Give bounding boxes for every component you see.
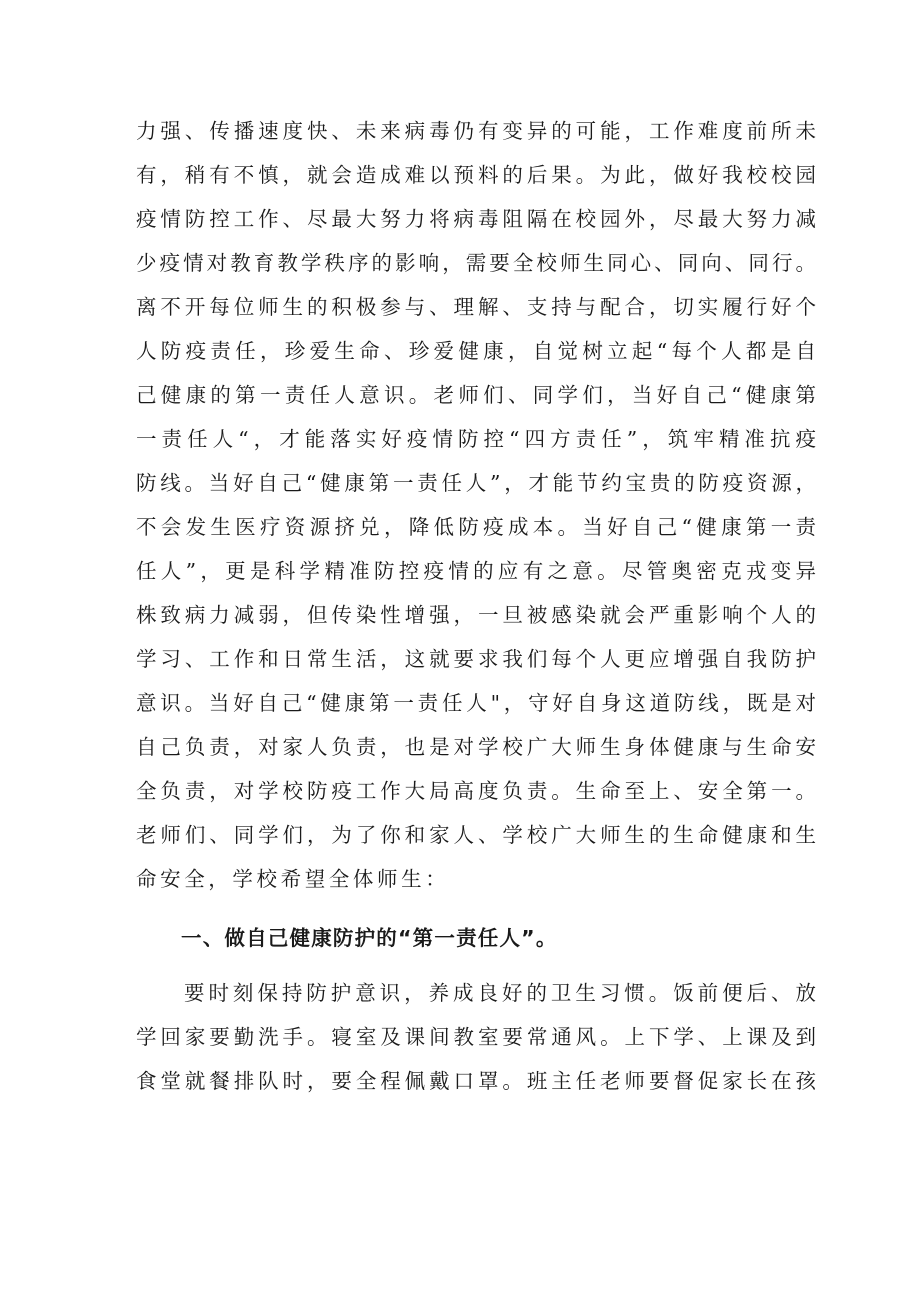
text-line: 有，稍有不慎，就会造成难以预料的后果。为此，做好我校校园 [136, 163, 816, 187]
text-line: 自己负责，对家人负责，也是对学校广大师生身体健康与生命安 [136, 735, 816, 759]
text-line: 株致病力减弱，但传染性增强，一旦被感染就会严重影响个人的 [136, 603, 816, 627]
text-line: 学回家要勤洗手。寝室及课间教室要常通风。上下学、上课及到 [136, 1025, 816, 1049]
text-line: 力强、传播速度快、未来病毒仍有变异的可能，工作难度前所未 [136, 119, 816, 143]
text-line: 学习、工作和日常生活，这就要求我们每个人更应增强自我防护 [136, 647, 816, 671]
text-line: 不会发生医疗资源挤兑，降低防疫成本。当好自己“健康第一责 [136, 515, 816, 539]
text-line: 人防疫责任，珍爱生命、珍爱健康，自觉树立起“每个人都是自 [136, 339, 816, 363]
text-line: 意识。当好自己“健康第一责任人"，守好自身这道防线，既是对 [136, 691, 816, 715]
text-line: 要时刻保持防护意识，养成良好的卫生习惯。饭前便后、放 [184, 981, 816, 1005]
text-line: 一责任人“，才能落实好疫情防控“四方责任”，筑牢精准抗疫 [136, 427, 816, 451]
text-line: 命安全，学校希望全体师生： [136, 867, 450, 891]
text-line: 老师们、同学们，为了你和家人、学校广大师生的生命健康和生 [136, 823, 816, 847]
text-line: 全负责，对学校防疫工作大局高度负责。生命至上、安全第一。 [136, 779, 816, 803]
text-line: 任人”，更是科学精准防控疫情的应有之意。尽管奥密克戎变异 [136, 559, 816, 583]
text-line: 食堂就餐排队时，要全程佩戴口罩。班主任老师要督促家长在孩 [136, 1069, 816, 1093]
text-line: 少疫情对教育教学秩序的影响，需要全校师生同心、同向、同行。 [136, 251, 816, 275]
text-line: 疫情防控工作、尽最大努力将病毒阻隔在校园外，尽最大努力减 [136, 207, 816, 231]
text-line: 己健康的第一责任人意识。老师们、同学们，当好自己“健康第 [136, 383, 816, 407]
text-line: 防线。当好自己“健康第一责任人”，才能节约宝贵的防疫资源， [136, 471, 816, 495]
text-line: 离不开每位师生的积极参与、理解、支持与配合，切实履行好个 [136, 295, 816, 319]
section-heading: 一、做自己健康防护的“第一责任人”。 [181, 926, 558, 950]
